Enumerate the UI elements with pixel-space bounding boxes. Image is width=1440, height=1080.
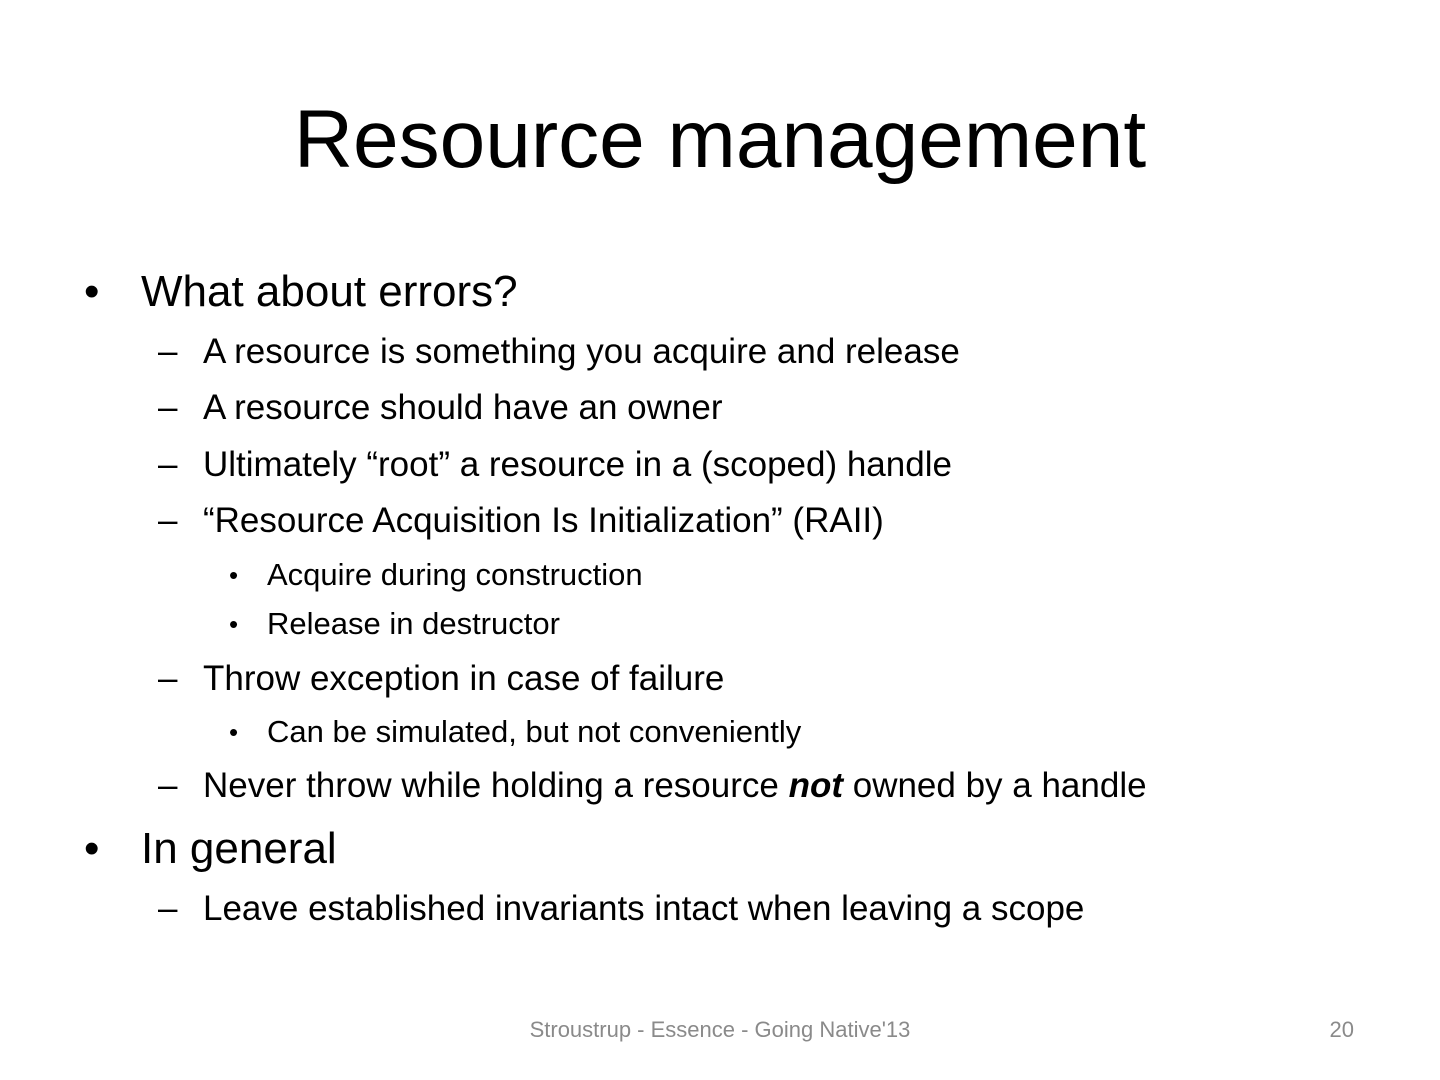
sub-sub-bullet-text: Release in destructor <box>267 606 560 641</box>
text-before-emphasis: Never throw while holding a resource <box>203 766 789 805</box>
sub-bullet-text <box>203 765 1147 807</box>
sub-bullet-text: Leave established invariants intact when leaving a scope <box>203 889 1085 928</box>
bullet-marker: • <box>84 824 100 873</box>
emphasized-word: not <box>788 766 843 805</box>
sub-sub-bullet-text: Acquire during construction <box>267 557 643 592</box>
dash-marker: – <box>158 889 178 928</box>
dash-marker: – <box>158 388 178 427</box>
dash-marker: – <box>158 659 178 698</box>
bullet-marker: • <box>229 717 239 747</box>
page-number: 20 <box>1329 1017 1354 1042</box>
bullet-marker: • <box>84 267 100 316</box>
bullet-marker: • <box>229 560 239 590</box>
sub-sub-bullet-text: Can be simulated, but not conveniently <box>267 714 802 749</box>
dash-marker: – <box>158 332 178 371</box>
sub-bullet-text: Throw exception in case of failure <box>203 659 725 698</box>
slide-footer: Stroustrup - Essence - Going Native'13 <box>529 1017 911 1042</box>
bullet-text: In general <box>141 824 337 873</box>
sub-bullet-text: A resource is something you acquire and release <box>203 332 960 371</box>
bullet-marker: • <box>229 609 239 639</box>
sub-bullet-text: Ultimately “root” a resource in a (scoped) handle <box>203 445 952 484</box>
dash-marker: – <box>158 766 178 805</box>
slide-title: Resource management <box>293 94 1147 185</box>
sub-bullet-text: A resource should have an owner <box>203 388 723 427</box>
dash-marker: – <box>158 445 178 484</box>
text-after-emphasis: owned by a handle <box>843 766 1147 805</box>
bullet-text: What about errors? <box>141 267 518 316</box>
sub-bullet-text: “Resource Acquisition Is Initialization” (RAII) <box>203 501 884 540</box>
dash-marker: – <box>158 501 178 540</box>
